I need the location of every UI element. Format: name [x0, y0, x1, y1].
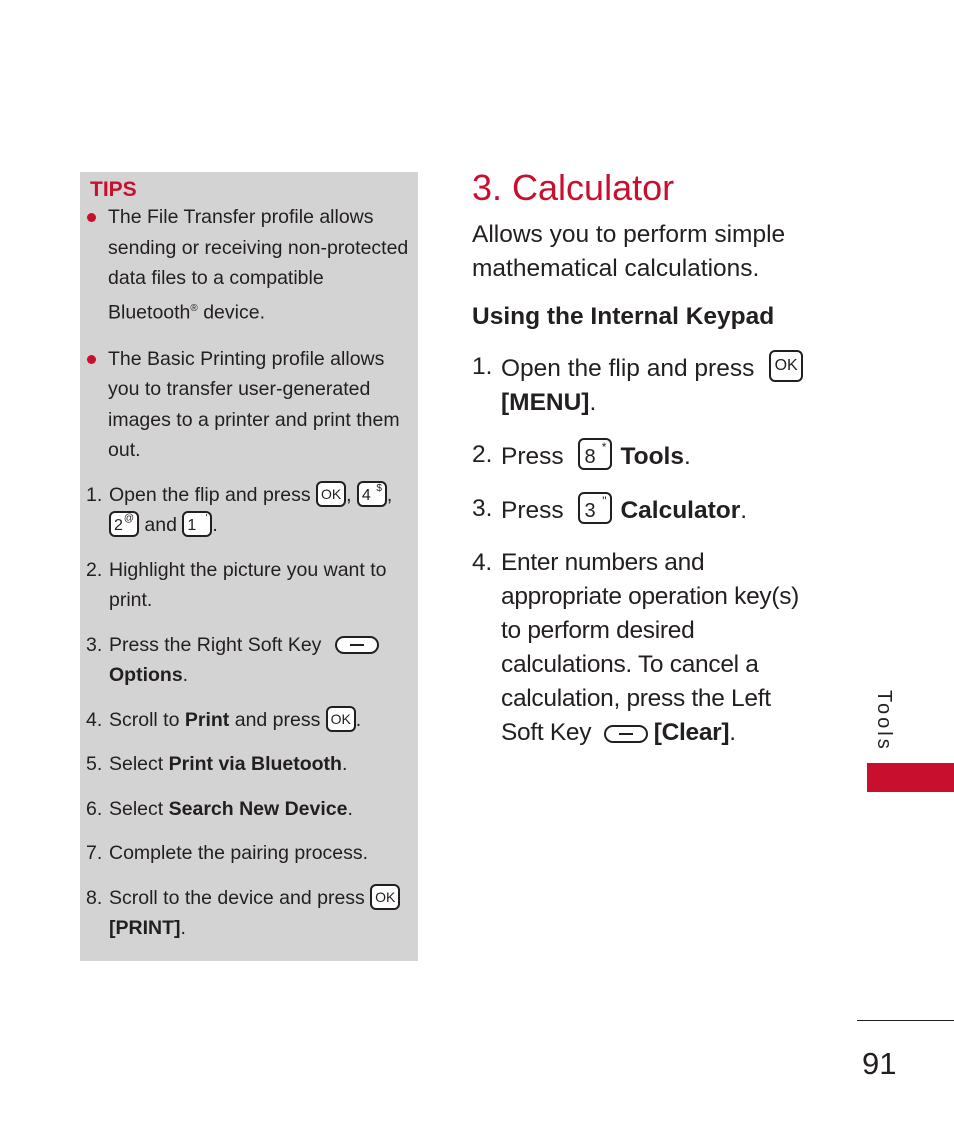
step-number: 2.	[472, 441, 493, 468]
tips-box	[80, 172, 418, 961]
bullet-text: The Basic Printing profile allows you to transfer user-generated images to a printer and print them out.	[108, 347, 400, 461]
step-number: 4.	[86, 708, 103, 731]
tips-step-2	[86, 555, 416, 616]
step-text: Complete the pairing process.	[109, 842, 369, 864]
step-text: Highlight the picture you want to print.	[109, 558, 387, 611]
step-bold: Calculator	[620, 497, 741, 524]
step-bold: [MENU]	[501, 389, 590, 416]
ok-key-icon: OK	[326, 706, 356, 732]
side-tab-marker	[867, 763, 954, 792]
key-1-icon: 1 '	[182, 511, 212, 537]
tips-step-3: 3. Press the Right Soft Key Options.	[86, 630, 416, 691]
step-text: Press	[501, 443, 564, 470]
registered-mark: ®	[190, 302, 198, 314]
step-text: Press	[501, 497, 564, 524]
step-number: 6.	[86, 797, 103, 820]
section-intro: Allows you to perform simple mathematical calculations.	[472, 221, 786, 282]
step-number: 1.	[86, 483, 103, 506]
ok-key-icon: OK	[370, 884, 400, 910]
step-bold: Tools	[620, 443, 684, 470]
step-text: Open the flip and press	[501, 355, 755, 382]
ok-key-icon: OK	[769, 350, 803, 382]
bullet-text: The File Transfer profile allows sending or receiving non-protected data files to a compatible Bluetooth	[108, 206, 409, 323]
step-number: 5.	[86, 753, 103, 775]
step-bold: Options	[109, 664, 183, 686]
main-step-4: 4. Enter numbers and appropriate operation key(s) to perform desired calculations. To cancel a calculation, press the Left Soft Key [Clear].	[472, 546, 812, 750]
tips-step-4: 4. Scroll to Print and press OK .	[86, 705, 416, 736]
side-section-label: Tools	[873, 690, 895, 752]
step-number: 1.	[472, 353, 493, 380]
subheading: Using the Internal Keypad	[472, 303, 775, 330]
tips-bullet	[86, 202, 416, 328]
key-8-icon: 8 *	[578, 438, 612, 470]
step-text: Open the flip and press	[109, 483, 311, 506]
step-number: 4.	[472, 549, 492, 576]
page-number: 91	[862, 1046, 897, 1081]
bullet-dot-icon	[87, 355, 96, 364]
step-bold: [PRINT]	[109, 917, 181, 939]
main-steps	[472, 350, 812, 768]
step-number: 7.	[86, 842, 103, 864]
right-soft-key-icon	[335, 636, 379, 654]
tips-title: TIPS	[90, 178, 137, 201]
step-number: 8.	[86, 886, 103, 909]
tips-step-7	[86, 838, 416, 869]
step-number: 3.	[86, 633, 103, 656]
tips-step-6: 6. Select Search New Device.	[86, 794, 416, 825]
bullet-text-end: device.	[197, 301, 265, 323]
key-3-icon: 3 "	[578, 492, 612, 524]
main-step-1: 1. Open the flip and press OK [MENU].	[472, 350, 812, 420]
tips-step-5: 5. Select Print via Bluetooth.	[86, 749, 416, 780]
step-bold: [Clear]	[653, 719, 730, 746]
step-number: 2.	[86, 558, 103, 581]
step-text: Press the Right Soft Key	[109, 633, 322, 656]
bullet-dot-icon	[87, 213, 96, 222]
tips-step-8: 8. Scroll to the device and press OK [PRINT].	[86, 883, 416, 944]
section-title: 3. Calculator	[472, 167, 675, 208]
step-and: and	[144, 514, 177, 536]
step-bold: Print	[184, 708, 230, 731]
key-2-icon: 2 @	[109, 511, 139, 537]
tips-bullet	[86, 344, 416, 466]
step-text: Enter numbers and appropriate operation key(s) to perform desired calculations. To cancel a calculation, press the Left Soft Key	[501, 549, 800, 746]
main-step-2: 2. Press 8 * Tools.	[472, 440, 691, 470]
left-soft-key-icon	[604, 725, 648, 743]
step-text: Scroll to the device and press	[109, 886, 365, 909]
step-bold: Search New Device	[168, 797, 348, 820]
ok-key-icon: OK	[316, 481, 346, 507]
step-bold: Print via Bluetooth	[168, 753, 342, 775]
main-step-3: 3. Press 3 " Calculator.	[472, 494, 748, 524]
step-number: 3.	[472, 495, 493, 522]
tips-body	[86, 202, 416, 958]
tips-step-1: 1. Open the flip and press OK , 4 $ , 2 @ and 1 ' .	[86, 480, 416, 541]
key-4-icon: 4 $	[357, 481, 387, 507]
page-number-rule	[857, 1020, 954, 1021]
